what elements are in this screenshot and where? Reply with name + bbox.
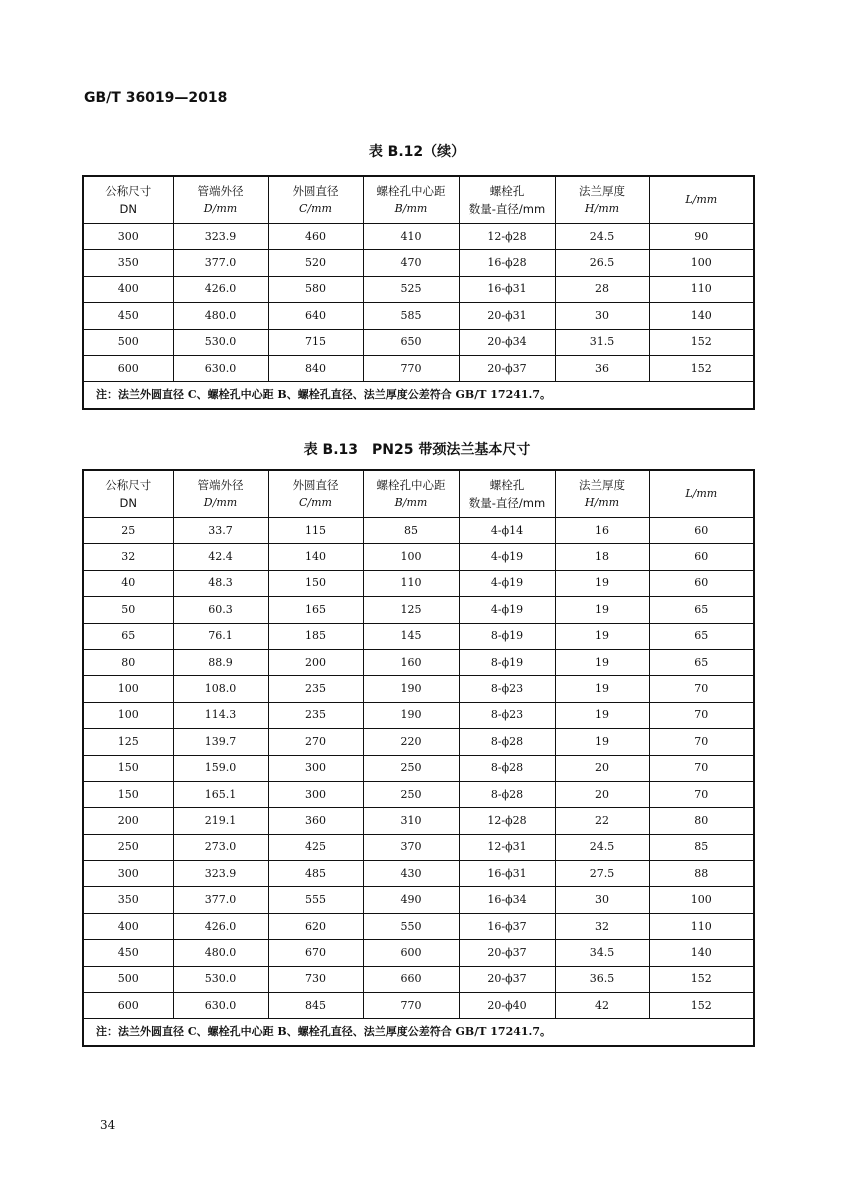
- table-cell: 25: [83, 518, 173, 544]
- table-row: [83, 250, 754, 276]
- table-cell: 300: [268, 755, 363, 781]
- table-cell: 530.0: [173, 966, 268, 992]
- table-cell: 165.1: [173, 781, 268, 807]
- table-cell: 19: [555, 597, 649, 623]
- table-cell: 16-ϕ28: [459, 250, 555, 276]
- table-cell: 460: [268, 224, 363, 250]
- table-cell: 100: [83, 676, 173, 702]
- table-cell: 19: [555, 702, 649, 728]
- table-cell: 19: [555, 623, 649, 649]
- table-cell: 90: [649, 224, 754, 250]
- column-header: [83, 176, 173, 224]
- table-cell: 350: [83, 887, 173, 913]
- table-cell: 150: [83, 781, 173, 807]
- standard-code: GB/T 36019—2018: [84, 90, 228, 106]
- table-cell: 525: [363, 276, 459, 302]
- column-header-label: 螺栓孔中心距: [376, 184, 446, 198]
- table-cell: 140: [649, 940, 754, 966]
- table-cell: 70: [649, 702, 754, 728]
- table-cell: 19: [555, 676, 649, 702]
- table-cell: 24.5: [555, 224, 649, 250]
- table-cell: 125: [83, 729, 173, 755]
- table-cell: 60.3: [173, 597, 268, 623]
- column-header: [173, 176, 268, 224]
- table-cell: 80: [83, 649, 173, 675]
- table-cell: 160: [363, 649, 459, 675]
- table-row: [83, 518, 754, 544]
- column-header-unit: H/mm: [584, 496, 620, 509]
- column-header-label: 螺栓孔: [489, 184, 525, 198]
- table-cell: 640: [268, 303, 363, 329]
- table-row: [83, 755, 754, 781]
- table-row: [83, 861, 754, 887]
- table-cell: 220: [363, 729, 459, 755]
- table-cell: 165: [268, 597, 363, 623]
- column-header-label: 螺栓孔中心距: [376, 478, 446, 492]
- table-cell: 152: [649, 329, 754, 355]
- table-header-row: [83, 470, 754, 518]
- column-header: [555, 176, 649, 224]
- table-cell: 235: [268, 702, 363, 728]
- table-cell: 400: [83, 913, 173, 939]
- table-cell: 425: [268, 834, 363, 860]
- column-header-label: 公称尺寸: [105, 478, 152, 492]
- table-row: [83, 940, 754, 966]
- table-cell: 520: [268, 250, 363, 276]
- table-cell: 4-ϕ19: [459, 597, 555, 623]
- column-header: [555, 470, 649, 518]
- table-cell: 360: [268, 808, 363, 834]
- table-cell: 65: [649, 597, 754, 623]
- table-cell: 323.9: [173, 861, 268, 887]
- table-cell: 150: [268, 570, 363, 596]
- table-cell: 110: [649, 913, 754, 939]
- table-cell: 300: [268, 781, 363, 807]
- column-header-unit: B/mm: [394, 496, 428, 509]
- table-cell: 110: [649, 276, 754, 302]
- table-cell: 480.0: [173, 940, 268, 966]
- table-cell: 323.9: [173, 224, 268, 250]
- table-cell: 60: [649, 570, 754, 596]
- table-cell: 152: [649, 966, 754, 992]
- column-header: [363, 470, 459, 518]
- table-row: [83, 676, 754, 702]
- table-cell: 8-ϕ28: [459, 729, 555, 755]
- table-cell: 377.0: [173, 250, 268, 276]
- table-cell: 273.0: [173, 834, 268, 860]
- table-row: [83, 649, 754, 675]
- table-cell: 845: [268, 993, 363, 1019]
- column-header: [459, 470, 555, 518]
- table-cell: 22: [555, 808, 649, 834]
- table-cell: 20-ϕ40: [459, 993, 555, 1019]
- table-note: 注：法兰外圆直径 C、螺栓孔中心距 B、螺栓孔直径、法兰厚度公差符合 GB/T 17241.7。: [83, 382, 754, 410]
- table-cell: 33.7: [173, 518, 268, 544]
- table-cell: 555: [268, 887, 363, 913]
- table-cell: 600: [363, 940, 459, 966]
- table-cell: 140: [649, 303, 754, 329]
- table-cell: 114.3: [173, 702, 268, 728]
- table-cell: 34.5: [555, 940, 649, 966]
- table-cell: 730: [268, 966, 363, 992]
- table-cell: 42.4: [173, 544, 268, 570]
- table-cell: 30: [555, 303, 649, 329]
- table-cell: 19: [555, 570, 649, 596]
- table-cell: 12-ϕ31: [459, 834, 555, 860]
- table-cell: 630.0: [173, 993, 268, 1019]
- table-cell: 24.5: [555, 834, 649, 860]
- table-cell: 8-ϕ28: [459, 755, 555, 781]
- table-b12-caption: 表 B.12（续）: [368, 144, 466, 160]
- table-cell: 76.1: [173, 623, 268, 649]
- table-cell: 370: [363, 834, 459, 860]
- table-cell: 670: [268, 940, 363, 966]
- table-cell: 630.0: [173, 355, 268, 381]
- table-row: [83, 834, 754, 860]
- table-cell: 480.0: [173, 303, 268, 329]
- table-cell: 108.0: [173, 676, 268, 702]
- table-cell: 585: [363, 303, 459, 329]
- table-cell: 152: [649, 993, 754, 1019]
- table-cell: 20-ϕ31: [459, 303, 555, 329]
- column-header-unit: B/mm: [394, 202, 428, 215]
- table-cell: 426.0: [173, 913, 268, 939]
- table-cell: 770: [363, 993, 459, 1019]
- column-header: [649, 470, 754, 518]
- column-header-label: 外圆直径: [292, 478, 339, 492]
- table-cell: 300: [83, 224, 173, 250]
- table-row: [83, 544, 754, 570]
- table-cell: 70: [649, 729, 754, 755]
- table-cell: 65: [83, 623, 173, 649]
- column-header: [173, 470, 268, 518]
- table-row: [83, 276, 754, 302]
- table-cell: 4-ϕ19: [459, 544, 555, 570]
- table-cell: 310: [363, 808, 459, 834]
- table-cell: 426.0: [173, 276, 268, 302]
- table-cell: 490: [363, 887, 459, 913]
- table-cell: 70: [649, 781, 754, 807]
- table-row: [83, 913, 754, 939]
- table-cell: 219.1: [173, 808, 268, 834]
- table-header-row: [83, 176, 754, 224]
- table-cell: 139.7: [173, 729, 268, 755]
- table-cell: 8-ϕ23: [459, 676, 555, 702]
- column-header-unit: 数量-直径/mm: [468, 202, 546, 216]
- table-cell: 660: [363, 966, 459, 992]
- table-cell: 410: [363, 224, 459, 250]
- table-cell: 250: [363, 755, 459, 781]
- table-cell: 88: [649, 861, 754, 887]
- table-cell: 770: [363, 355, 459, 381]
- table-cell: 450: [83, 303, 173, 329]
- table-row: [83, 887, 754, 913]
- table-cell: 20-ϕ34: [459, 329, 555, 355]
- table-cell: 485: [268, 861, 363, 887]
- table-cell: 100: [83, 702, 173, 728]
- table-row: [83, 623, 754, 649]
- table-row: [83, 808, 754, 834]
- column-header-unit: DN: [119, 202, 137, 216]
- table-cell: 115: [268, 518, 363, 544]
- column-header-unit: C/mm: [299, 202, 332, 215]
- table-row: [83, 570, 754, 596]
- table-cell: 48.3: [173, 570, 268, 596]
- column-header: [649, 176, 754, 224]
- table-cell: 600: [83, 993, 173, 1019]
- table-row: [83, 329, 754, 355]
- table-cell: 70: [649, 676, 754, 702]
- table-cell: 88.9: [173, 649, 268, 675]
- table-cell: 36: [555, 355, 649, 381]
- table-cell: 580: [268, 276, 363, 302]
- column-header: [83, 470, 173, 518]
- table-cell: 140: [268, 544, 363, 570]
- column-header-label: 法兰厚度: [579, 478, 625, 492]
- table-cell: 36.5: [555, 966, 649, 992]
- table-b13-caption: 表 B.13 PN25 带颈法兰基本尺寸: [303, 442, 531, 458]
- table-cell: 16-ϕ37: [459, 913, 555, 939]
- table-row: [83, 303, 754, 329]
- table-cell: 4-ϕ14: [459, 518, 555, 544]
- column-header: [268, 470, 363, 518]
- table-row: [83, 597, 754, 623]
- table-cell: 60: [649, 518, 754, 544]
- table-cell: 32: [555, 913, 649, 939]
- table-cell: 20-ϕ37: [459, 355, 555, 381]
- table-cell: 620: [268, 913, 363, 939]
- table-cell: 270: [268, 729, 363, 755]
- table-b12: [82, 175, 755, 410]
- table-cell: 185: [268, 623, 363, 649]
- column-header-unit: D/mm: [203, 496, 238, 509]
- column-header-label: 螺栓孔: [489, 478, 525, 492]
- column-header-unit: 数量-直径/mm: [468, 496, 546, 510]
- table-cell: 18: [555, 544, 649, 570]
- table-row: [83, 781, 754, 807]
- column-header-label: L/mm: [685, 193, 718, 206]
- table-cell: 530.0: [173, 329, 268, 355]
- column-header-unit: H/mm: [584, 202, 620, 215]
- table-cell: 40: [83, 570, 173, 596]
- table-cell: 8-ϕ19: [459, 649, 555, 675]
- table-cell: 250: [363, 781, 459, 807]
- table-cell: 200: [83, 808, 173, 834]
- table-row: [83, 966, 754, 992]
- table-cell: 19: [555, 729, 649, 755]
- table-cell: 8-ϕ23: [459, 702, 555, 728]
- table-cell: 200: [268, 649, 363, 675]
- table-row: [83, 702, 754, 728]
- table-cell: 550: [363, 913, 459, 939]
- table-cell: 470: [363, 250, 459, 276]
- table-cell: 4-ϕ19: [459, 570, 555, 596]
- table-cell: 8-ϕ19: [459, 623, 555, 649]
- table-cell: 145: [363, 623, 459, 649]
- table-cell: 100: [649, 250, 754, 276]
- table-cell: 85: [363, 518, 459, 544]
- page-number: 34: [100, 1118, 116, 1132]
- table-cell: 235: [268, 676, 363, 702]
- column-header: [268, 176, 363, 224]
- table-cell: 16-ϕ31: [459, 276, 555, 302]
- column-header-unit: C/mm: [299, 496, 332, 509]
- table-cell: 85: [649, 834, 754, 860]
- table-cell: 350: [83, 250, 173, 276]
- table-note: 注：法兰外圆直径 C、螺栓孔中心距 B、螺栓孔直径、法兰厚度公差符合 GB/T 17241.7。: [83, 1019, 754, 1047]
- table-cell: 20-ϕ37: [459, 966, 555, 992]
- table-cell: 16-ϕ31: [459, 861, 555, 887]
- table-cell: 27.5: [555, 861, 649, 887]
- column-header: [459, 176, 555, 224]
- column-header-unit: DN: [119, 496, 137, 510]
- table-row: [83, 993, 754, 1019]
- table-cell: 20: [555, 781, 649, 807]
- table-cell: 100: [649, 887, 754, 913]
- table-cell: 190: [363, 676, 459, 702]
- table-cell: 42: [555, 993, 649, 1019]
- column-header-label: 管端外径: [197, 478, 244, 492]
- table-cell: 26.5: [555, 250, 649, 276]
- table-cell: 65: [649, 623, 754, 649]
- column-header-label: 外圆直径: [292, 184, 339, 198]
- table-cell: 20: [555, 755, 649, 781]
- table-cell: 80: [649, 808, 754, 834]
- column-header: [363, 176, 459, 224]
- table-cell: 12-ϕ28: [459, 808, 555, 834]
- table-cell: 16-ϕ34: [459, 887, 555, 913]
- table-b13: [82, 469, 755, 1047]
- table-cell: 250: [83, 834, 173, 860]
- table-cell: 100: [363, 544, 459, 570]
- table-cell: 715: [268, 329, 363, 355]
- table-row: [83, 224, 754, 250]
- table-cell: 125: [363, 597, 459, 623]
- column-header-label: L/mm: [685, 487, 718, 500]
- table-cell: 30: [555, 887, 649, 913]
- table-cell: 190: [363, 702, 459, 728]
- column-header-label: 公称尺寸: [105, 184, 152, 198]
- table-cell: 650: [363, 329, 459, 355]
- table-cell: 8-ϕ28: [459, 781, 555, 807]
- table-cell: 152: [649, 355, 754, 381]
- column-header-label: 法兰厚度: [579, 184, 625, 198]
- table-cell: 65: [649, 649, 754, 675]
- table-cell: 12-ϕ28: [459, 224, 555, 250]
- table-cell: 110: [363, 570, 459, 596]
- table-cell: 450: [83, 940, 173, 966]
- table-cell: 31.5: [555, 329, 649, 355]
- table-cell: 430: [363, 861, 459, 887]
- table-cell: 840: [268, 355, 363, 381]
- table-cell: 50: [83, 597, 173, 623]
- table-cell: 150: [83, 755, 173, 781]
- table-cell: 377.0: [173, 887, 268, 913]
- table-cell: 500: [83, 329, 173, 355]
- table-cell: 60: [649, 544, 754, 570]
- table-cell: 19: [555, 649, 649, 675]
- table-cell: 32: [83, 544, 173, 570]
- table-cell: 159.0: [173, 755, 268, 781]
- table-row: [83, 355, 754, 381]
- table-row: [83, 729, 754, 755]
- table-cell: 500: [83, 966, 173, 992]
- column-header-label: 管端外径: [197, 184, 244, 198]
- table-cell: 16: [555, 518, 649, 544]
- table-cell: 400: [83, 276, 173, 302]
- table-cell: 70: [649, 755, 754, 781]
- table-cell: 20-ϕ37: [459, 940, 555, 966]
- table-cell: 600: [83, 355, 173, 381]
- table-cell: 28: [555, 276, 649, 302]
- column-header-unit: D/mm: [203, 202, 238, 215]
- table-cell: 300: [83, 861, 173, 887]
